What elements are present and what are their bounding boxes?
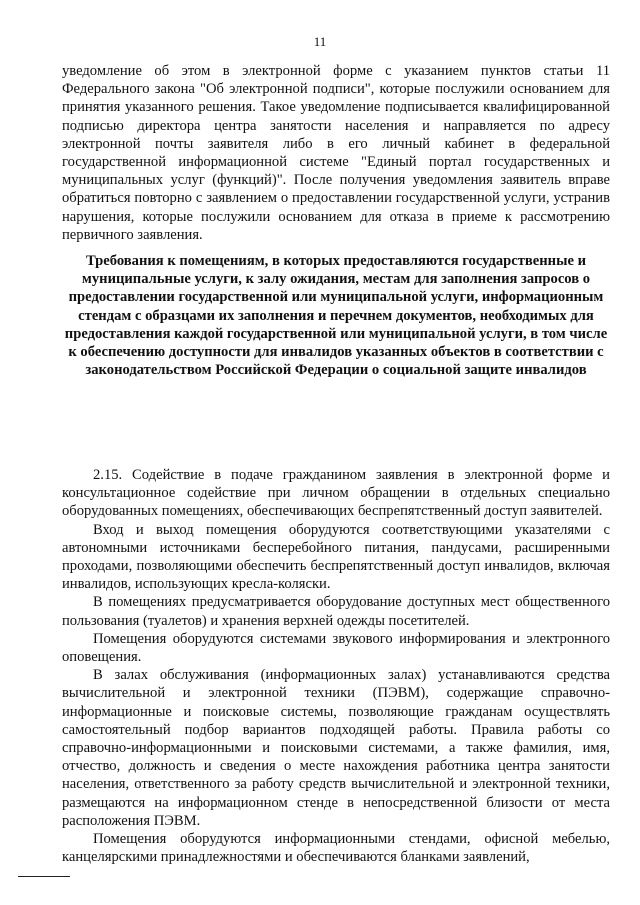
- page-number: 11: [313, 34, 327, 49]
- footnote-separator: [18, 876, 70, 877]
- paragraph-continued: уведомление об этом в электронной форме с указанием пунктов статьи 11 Федерального закона "Об электронной подписи", которые послужили основанием для принятия указанного решения. Такое уведомление подписывается квалифицированной подписью директора центра занятости населения и направляется по адресу электронной почты заявителя либо в его личный кабинет в федеральной государственной информационной системе "Единый портал государственных и муниципальных услуг (функций)". После получения уведомления заявитель вправе обратиться повторно с заявлением о предоставлении государственной услуги, устранив нарушения, которые послужили основанием для отказа в приеме к рассмотрению первичного заявления.: [62, 63, 610, 243]
- continued-text-block: [62, 62, 610, 244]
- paragraph-2-15: 2.15. Содействие в подаче гражданином заявления в электронной форме и консультационное содействие при личном обращении в отдельных специально оборудованных помещениях, обеспечивающих беспрепятственный доступ заявителей.: [62, 467, 610, 520]
- section-body: [62, 466, 610, 866]
- paragraph-sound-systems: Помещения оборудуются системами звукового информирования и электронного оповещения.: [62, 630, 610, 666]
- paragraph-service-halls: В залах обслуживания (информационных залах) устанавливаются средства вычислительной и электронной техники (ПЭВМ), содержащие справочно-информационные и поисковые системы, позволяющие гражданам осуществлять самостоятельный подбор вариантов подходящей работы. Правила работы со справочно-информационными и поисковыми системами, а также фамилия, имя, отчество, должность и сведения о месте нахождения работника центра занятости населения, ответственного за работу средств вычислительной и электронной техники, размещаются на информационном стенде в непосредственной близости от места расположения ПЭВМ.: [62, 667, 610, 829]
- paragraph-entrance-exit: Вход и выход помещения оборудуются соответствующими указателями с автономными источниками бесперебойного питания, пандусами, расширенными проходами, позволяющими обеспечить беспрепятственный доступ инвалидов, включая инвалидов, использующих кресла-коляски.: [62, 521, 610, 593]
- section-heading: Требования к помещениям, в которых предоставляются государственные и муниципальные услуги, к залу ожидания, местам для заполнения запросов о предоставлении государственной или муниципальной услуги, информационным стендам с образцами их заполнения и перечнем документов, необходимых для предоставления каждой государственной или муниципальной услуги, в том числе к обеспечению доступности для инвалидов указанных объектов в соответствии с законодательством Российской Федерации о социальной защите инвалидов: [64, 253, 608, 379]
- paragraph-info-stands: Помещения оборудуются информационными стендами, офисной мебелью, канцелярскими принадлежностями и обеспечиваются бланками заявлений,: [62, 831, 610, 866]
- paragraph-public-facilities: В помещениях предусматривается оборудование доступных мест общественного пользования (туалетов) и хранения верхней одежды посетителей.: [62, 594, 610, 629]
